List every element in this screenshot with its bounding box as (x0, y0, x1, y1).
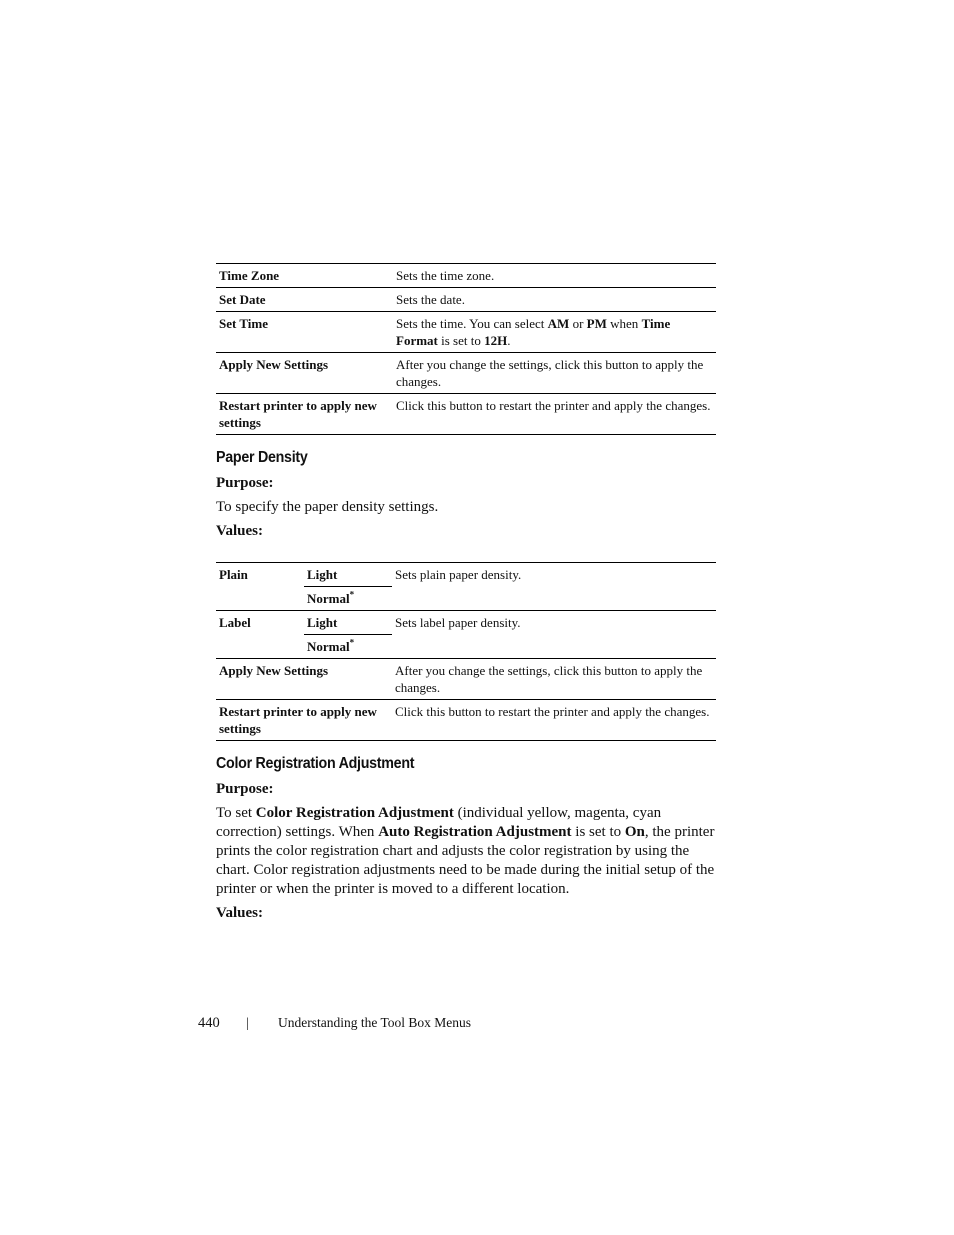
text-run: when (606, 316, 642, 331)
text-run: (individual yellow, magenta, cyan correction) settings. When (216, 805, 662, 840)
values-label: Values: (216, 523, 263, 539)
table-row (216, 394, 716, 435)
default-marker: * (349, 589, 355, 600)
setting-description: Click this button to restart the printer and apply the changes. (392, 700, 716, 741)
table-row (216, 312, 716, 353)
footer-chapter-title: Understanding the Tool Box Menus (278, 1015, 472, 1030)
setting-name: Time Zone (216, 264, 393, 288)
setting-name: Apply New Settings (216, 353, 393, 394)
purpose-text (216, 804, 716, 899)
setting-description: Sets plain paper density. (392, 563, 716, 611)
setting-description: After you change the settings, click this button to apply the changes. (393, 353, 716, 394)
paper-type: Plain (216, 563, 304, 611)
section-heading-color-registration: Color Registration Adjustment (216, 755, 415, 772)
setting-description (393, 312, 716, 353)
text-run: . (507, 333, 511, 348)
paper-density-table (216, 562, 716, 741)
table-row (216, 264, 716, 288)
footer-separator: | (246, 1015, 249, 1030)
setting-description: Sets the date. (393, 288, 716, 312)
section-heading-paper-density: Paper Density (216, 449, 308, 466)
values-label: Values: (216, 905, 263, 921)
option-label: Normal (307, 639, 350, 654)
paper-type: Label (216, 611, 304, 659)
page-content (216, 263, 716, 922)
setting-description: Click this button to restart the printer and apply the changes. (393, 394, 716, 435)
density-option (304, 635, 392, 659)
bold-term: Color Registration Adjustment (255, 805, 454, 821)
page-number: 440 (198, 1015, 220, 1031)
purpose-label: Purpose: (216, 475, 274, 491)
text-run: Sets the time. You can select (396, 316, 548, 331)
text-run: , the printer prints the color registration chart and adjusts the color registration by using the chart. Color registration adjustments need to be made during the initial setup of the printer or when the printer is moved to a different location. (216, 824, 715, 897)
setting-name: Set Date (216, 288, 393, 312)
setting-name: Set Time (216, 312, 393, 353)
purpose-label: Purpose: (216, 781, 274, 797)
setting-description: Sets label paper density. (392, 611, 716, 659)
text-run: or (569, 316, 587, 331)
density-option: Light (304, 563, 392, 587)
option-label: Normal (307, 591, 350, 606)
setting-name: Restart printer to apply new settings (216, 394, 393, 435)
bold-term: Time Format (396, 316, 671, 348)
date-time-settings-table (216, 263, 716, 435)
default-marker: * (349, 637, 355, 648)
text-run: is set to (437, 333, 485, 348)
density-option (304, 587, 392, 611)
bold-term: AM (547, 316, 570, 331)
purpose-text: To specify the paper density settings. (216, 499, 439, 515)
setting-description: After you change the settings, click this button to apply the changes. (392, 659, 716, 700)
setting-name: Restart printer to apply new settings (216, 700, 392, 741)
setting-description: Sets the time zone. (393, 264, 716, 288)
table-row (216, 611, 716, 635)
table-row (216, 659, 716, 700)
density-option: Light (304, 611, 392, 635)
bold-term: On (624, 824, 645, 840)
bold-term: PM (586, 316, 607, 331)
bold-term: 12H (484, 333, 508, 348)
table-row (216, 353, 716, 394)
text-run: is set to (571, 824, 625, 840)
text-run: To set (216, 805, 256, 821)
table-row (216, 288, 716, 312)
table-row (216, 563, 716, 587)
table-row (216, 700, 716, 741)
setting-name: Apply New Settings (216, 659, 392, 700)
bold-term: Auto Registration Adjustment (378, 824, 572, 840)
